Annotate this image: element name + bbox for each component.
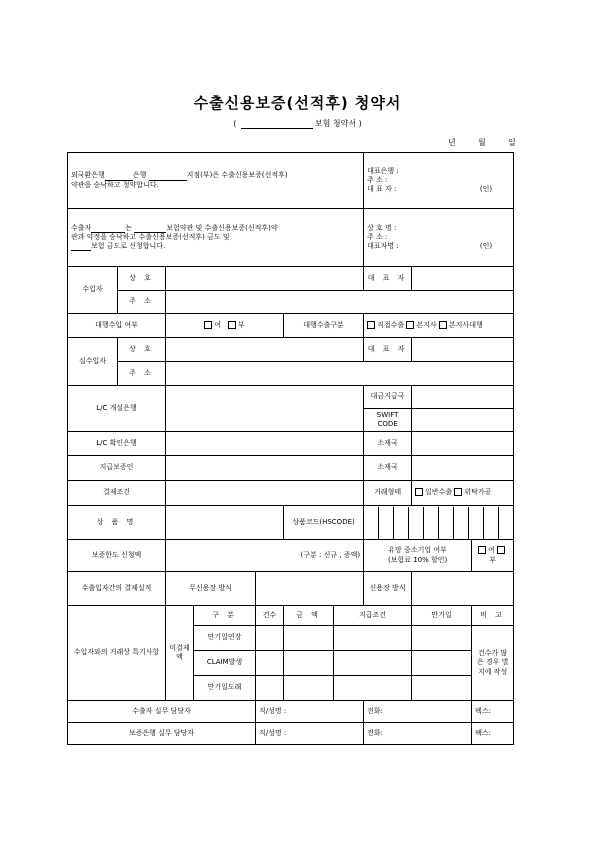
guarantor-value[interactable] — [166, 456, 364, 481]
agency-opt2-label: 본지사 — [416, 320, 437, 329]
intro-exporter-text — [68, 209, 364, 267]
intro2-ceo-line — [367, 242, 510, 251]
agency-no-label: 부 — [237, 320, 245, 329]
intro-row-exporter — [68, 209, 514, 267]
intro2-text-e: 보험 금도로 신청합니다. — [91, 242, 166, 251]
intro-bank-text — [68, 153, 364, 209]
intro2-seal: (인) — [479, 242, 493, 251]
limit-value[interactable] — [166, 540, 364, 572]
history-row — [68, 572, 514, 606]
intro1-text-a: 외국환은행 — [71, 171, 105, 180]
contact-exporter-name[interactable] — [256, 701, 364, 723]
hscode-digit-6[interactable] — [438, 507, 453, 539]
actual-importer-row-addr — [68, 362, 514, 386]
contact-exporter-label: 수출자 실무 담당자 — [68, 701, 256, 723]
trade-opt1-checkbox[interactable] — [415, 488, 423, 496]
intro2-addr-label: 주 소 : — [367, 232, 388, 241]
actual-importer-ceo-value[interactable] — [412, 338, 514, 362]
hscode-label: 상품코드(HSCODE) — [284, 506, 364, 540]
notes-row3-due[interactable] — [412, 676, 472, 701]
intro-bank-rep — [364, 153, 514, 209]
intro1-blank-branch[interactable] — [149, 173, 187, 181]
intro2-text-c: 보험약관 및 수출신용보증(선적후)약 — [166, 223, 278, 232]
location1-value[interactable] — [412, 432, 514, 456]
trade-type-label: 거래형태 — [364, 481, 412, 506]
trade-opt1-label: 일반수출 — [425, 488, 453, 497]
notes-h-terms: 지급조건 — [334, 606, 412, 626]
hscode-digit-2[interactable] — [378, 507, 393, 539]
contact-exporter-name-label: 직/성명 : — [259, 706, 287, 715]
guarantor-row — [68, 456, 514, 481]
product-row — [68, 506, 514, 540]
notes-row2-label: CLAIM발생 — [194, 651, 256, 676]
sme-yes-label: 여 — [488, 546, 495, 555]
agency-opt1-checkbox[interactable] — [367, 321, 375, 329]
sme-no-checkbox[interactable] — [497, 546, 505, 554]
contact-bank-fax[interactable] — [472, 723, 514, 745]
hscode-digit-10[interactable] — [498, 507, 513, 539]
notes-row1-count[interactable] — [256, 626, 284, 651]
actual-importer-ceo-label: 대 표 자 — [364, 338, 412, 362]
agency-opt3-checkbox[interactable] — [439, 321, 447, 329]
hscode-digit-4[interactable] — [408, 507, 423, 539]
notes-h-due: 만기일 — [412, 606, 472, 626]
contact-bank-name-label: 직/성명 : — [259, 728, 287, 737]
notes-row1-terms[interactable] — [334, 626, 412, 651]
hscode-digit-7[interactable] — [453, 507, 468, 539]
intro2-blank-insurer[interactable] — [134, 225, 166, 233]
intro2-text-d: 관과 약정을 승낙하고 수출신용보증(선적후) 금도 및 — [71, 232, 230, 241]
trade-opt2-checkbox[interactable] — [454, 488, 462, 496]
intro2-blank-amount[interactable] — [71, 243, 91, 251]
sme-yes-checkbox[interactable] — [478, 546, 486, 554]
subtitle-open-paren: ( — [233, 119, 237, 128]
actual-importer-name-value[interactable] — [166, 338, 364, 362]
guarantor-label: 지급보증인 — [68, 456, 166, 481]
limit-label: 보증한도 신청액 — [68, 540, 166, 572]
date-day: 일 — [508, 138, 516, 147]
intro2-text-b: 는 — [125, 223, 133, 232]
notes-row1-amount[interactable] — [284, 626, 334, 651]
actual-importer-name-label: 상 호 — [118, 338, 166, 362]
subtitle — [0, 118, 595, 129]
contact-bank-name[interactable] — [256, 723, 364, 745]
contact-exporter-phone-label: 전화: — [367, 706, 383, 715]
notes-h-type: 구 분 — [194, 606, 256, 626]
hscode-digit-8[interactable] — [468, 507, 483, 539]
intro2-blank-exporter[interactable] — [91, 225, 125, 233]
lc-open-row-1 — [68, 386, 514, 409]
agency-options — [166, 314, 284, 338]
intro1-seal: (인) — [479, 185, 493, 194]
intro1-rep-label: 대표은행 : — [367, 166, 399, 175]
history-lc-label: 신용장 방식 — [364, 572, 412, 606]
swift-label: SWIFT CODE — [364, 409, 412, 432]
date-year: 년 — [448, 138, 456, 147]
agency-row — [68, 314, 514, 338]
intro-row-bank — [68, 153, 514, 209]
pay-country-label: 대금지급국 — [364, 386, 412, 409]
intro1-blank-bank[interactable] — [105, 173, 133, 181]
location2-label: 소재국 — [364, 456, 412, 481]
location1-label: 소재국 — [364, 432, 412, 456]
subtitle-close-paren: ) — [358, 119, 362, 128]
hscode-digit-9[interactable] — [483, 507, 498, 539]
actual-importer-addr-value[interactable] — [166, 362, 514, 386]
contact-exporter-fax-label: 팩스: — [475, 706, 491, 715]
agency-type-label: 대행수출구분 — [284, 314, 364, 338]
notes-row1-due[interactable] — [412, 626, 472, 651]
sme-no-label: 부 — [489, 555, 496, 564]
swift-value[interactable] — [412, 409, 514, 432]
contact-bank-phone[interactable] — [364, 723, 472, 745]
application-form — [67, 152, 514, 745]
contact-exporter-phone[interactable] — [364, 701, 472, 723]
importer-addr-label: 주 소 — [118, 291, 166, 314]
agency-no-checkbox[interactable] — [228, 321, 236, 329]
lc-confirm-row — [68, 432, 514, 456]
limit-note: (구분 : 신규 , 증액) — [300, 550, 361, 559]
importer-row-name — [68, 267, 514, 291]
contact-bank-row — [68, 723, 514, 745]
history-lc-value[interactable] — [412, 572, 514, 606]
agency-opt2-checkbox[interactable] — [406, 321, 414, 329]
notes-label: 수입자와의 거래상 특기사항 — [68, 606, 166, 701]
intro2-company-label: 상 호 명 : — [367, 223, 397, 232]
notes-row3-amount[interactable] — [284, 676, 334, 701]
intro2-text-a: 수출자 — [71, 223, 92, 232]
lc-confirm-label: L/C 확인은행 — [68, 432, 166, 456]
notes-row1-label: 만기일연장 — [194, 626, 256, 651]
importer-name-value[interactable] — [166, 267, 364, 291]
history-unsecured-value[interactable] — [256, 572, 364, 606]
lc-open-label: L/C 개설은행 — [68, 386, 166, 432]
subtitle-blank[interactable] — [241, 120, 313, 129]
settlement-value[interactable] — [166, 481, 364, 506]
notes-h-amount: 금 액 — [284, 606, 334, 626]
intro1-text-d: 약관을 승낙하고 청약합니다. — [71, 180, 159, 189]
notes-row2-amount[interactable] — [284, 651, 334, 676]
trade-type-options — [412, 481, 514, 506]
agency-label: 대행수입 여부 — [68, 314, 166, 338]
location2-value[interactable] — [412, 456, 514, 481]
sme-note: (보험료 10% 할인) — [387, 555, 448, 564]
notes-row2-terms[interactable] — [334, 651, 412, 676]
importer-name-label: 상 호 — [118, 267, 166, 291]
contact-bank-phone-label: 전화: — [367, 728, 383, 737]
intro-exporter-rep — [364, 209, 514, 267]
settlement-label: 결제조건 — [68, 481, 166, 506]
contact-exporter-row — [68, 701, 514, 723]
actual-importer-label: 실수입자 — [68, 338, 118, 386]
notes-row2-count[interactable] — [256, 651, 284, 676]
notes-h-count: 건수 — [256, 606, 284, 626]
page-title: 수출신용보증(선적후) 청약서 — [193, 94, 402, 112]
hscode-cells[interactable] — [364, 506, 514, 540]
actual-importer-row-name — [68, 338, 514, 362]
importer-label: 수입자 — [68, 267, 118, 314]
agency-type-options — [364, 314, 514, 338]
agency-yes-checkbox[interactable] — [204, 321, 212, 329]
intro1-addr-label: 주 소 : — [367, 175, 388, 184]
hscode-digit-1[interactable] — [364, 507, 378, 539]
actual-importer-addr-label: 주 소 — [118, 362, 166, 386]
agency-yes-label: 여 — [214, 320, 222, 329]
importer-ceo-label: 대 표 자 — [364, 267, 412, 291]
importer-row-addr — [68, 291, 514, 314]
contact-bank-label: 보증은행 실무 담당자 — [68, 723, 256, 745]
date-month: 월 — [478, 138, 486, 147]
notes-row3-count[interactable] — [256, 676, 284, 701]
unsettled-label: 미결제액 — [166, 606, 194, 701]
intro1-ceo-label: 대 표 자 : — [367, 185, 397, 194]
intro1-text-c: 지점(부)은 수출신용보증(선적후) — [186, 171, 288, 180]
agency-opt1-label: 직접수출 — [377, 320, 405, 329]
limit-row — [68, 540, 514, 572]
history-label: 수출입자간의 결제실적 — [68, 572, 166, 606]
intro1-text-b: 은행 — [132, 171, 147, 180]
hscode-digit-3[interactable] — [393, 507, 408, 539]
sme-options — [472, 540, 514, 572]
settlement-row — [68, 481, 514, 506]
notes-remark: 건수가 많은 경우 별지에 작성 — [472, 626, 514, 701]
history-unsecured-label: 무신용장 방식 — [166, 572, 256, 606]
notes-row3-label: 만기일도래 — [194, 676, 256, 701]
notes-header-row — [68, 606, 514, 626]
intro1-ceo-line — [367, 185, 510, 194]
importer-ceo-value[interactable] — [412, 267, 514, 291]
notes-h-remark: 비 고 — [472, 606, 514, 626]
notes-row3-terms[interactable] — [334, 676, 412, 701]
sme-label: 유망 중소기업 여부 — [388, 546, 447, 555]
intro2-ceo-label: 대표자명 : — [367, 242, 399, 251]
contact-bank-fax-label: 팩스: — [475, 728, 491, 737]
lc-open-value[interactable] — [166, 386, 364, 432]
lc-confirm-value[interactable] — [166, 432, 364, 456]
contact-exporter-fax[interactable] — [472, 701, 514, 723]
sme-label-cell — [364, 540, 472, 572]
product-value[interactable] — [166, 506, 284, 540]
pay-country-value[interactable] — [412, 386, 514, 409]
hscode-digit-5[interactable] — [423, 507, 438, 539]
importer-addr-value[interactable] — [166, 291, 514, 314]
notes-row2-due[interactable] — [412, 651, 472, 676]
product-label: 상 품 명 — [68, 506, 166, 540]
trade-opt2-label: 위탁가공 — [464, 488, 492, 497]
subtitle-label: 보험 청약서 — [314, 119, 357, 128]
agency-opt3-label: 본지사대행 — [448, 320, 483, 329]
